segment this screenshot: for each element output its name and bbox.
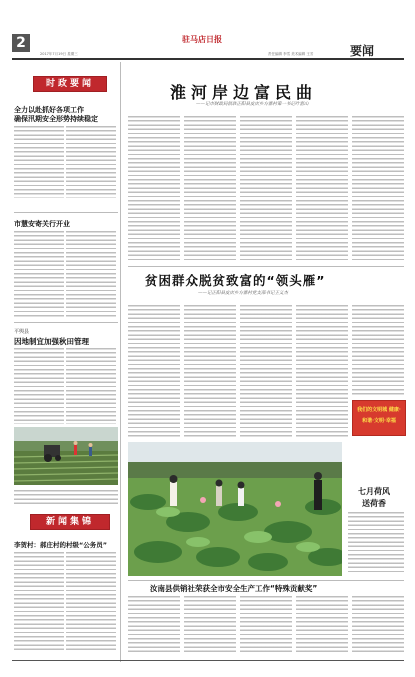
shizheng-label: 时政要闻: [33, 76, 107, 92]
separator: [128, 580, 404, 581]
farm-photo-caption: [14, 490, 118, 506]
header-info: 责任编辑 李雪 美术编辑 王芳: [268, 52, 314, 56]
xinwen-label: 新闻集锦: [30, 514, 110, 530]
bottom-headline: 汝南县供销社荣获全市安全生产工作“特殊贡献奖”: [150, 584, 318, 593]
article4-body-col2: [66, 552, 116, 652]
story2-col5: [352, 305, 404, 395]
bottom-story-col1: [128, 596, 180, 654]
story2-col3: [240, 305, 292, 437]
photo-title: 七月荷风: [358, 487, 390, 496]
separator: [14, 322, 118, 323]
lotus-photo: [128, 442, 342, 576]
footer-rule: [12, 660, 404, 661]
bottom-story-col2: [184, 596, 236, 654]
separator: [128, 266, 404, 267]
column-divider: [120, 62, 121, 662]
masthead: 驻马店日报: [182, 35, 222, 44]
section-title: 要闻: [350, 44, 375, 58]
page-number: 2: [12, 34, 30, 52]
story1-col3: [240, 116, 292, 262]
article4-body-col1: [14, 552, 64, 652]
article3-body-col2: [66, 348, 116, 424]
header-rule: [12, 58, 404, 60]
photo-title-line2: 送荷香: [362, 499, 386, 508]
story2-col4: [296, 305, 348, 437]
article1-body-col1: [14, 126, 64, 198]
photo-caption-text: [348, 512, 404, 574]
headline-2: 贫困群众脱贫致富的“领头雁”: [145, 273, 326, 288]
subhead-2: ——记正阳县皮店乡方寨村党支部书记王义杰: [198, 291, 288, 296]
bottom-story-col3: [240, 596, 292, 654]
article4-title: 李贺村：郝庄村的村级“公务员”: [14, 541, 108, 549]
farm-photo: [14, 427, 118, 485]
subhead-1: ——记市财政局派驻正阳县皮店乡方寨村第一书记叶富山: [196, 102, 309, 107]
article1-body-col2: [66, 126, 116, 198]
story2-col2: [184, 305, 236, 437]
separator: [14, 212, 118, 213]
headline-1: 淮河岸边富民曲: [170, 83, 318, 102]
article2-body-col2: [66, 231, 116, 319]
story1-col2: [184, 116, 236, 262]
story1-col4: [296, 116, 348, 262]
banner-text: 我们的文明城 健康·和谐·文明·幸福: [357, 407, 401, 424]
story1-col5: [352, 116, 404, 262]
article2-body-col1: [14, 231, 64, 319]
date-line: 2017年7月19日 星期三: [40, 52, 78, 56]
story2-col1: [128, 305, 180, 437]
story1-col1: [128, 116, 180, 262]
civilization-banner: [352, 400, 406, 436]
article1-title-line2: 确保汛期安全形势持续稳定: [14, 115, 98, 123]
article3-kicker: 平舆县: [14, 329, 30, 335]
bottom-story-col4: [296, 596, 348, 654]
article1-title: 全力以赴抓好各项工作: [14, 106, 84, 114]
bottom-story-col5: [352, 596, 404, 654]
article3-title: 因地制宜加强秋田管理: [14, 337, 89, 346]
article2-title: 市慧安寄关行开业: [14, 220, 70, 228]
article3-body-col1: [14, 348, 64, 424]
